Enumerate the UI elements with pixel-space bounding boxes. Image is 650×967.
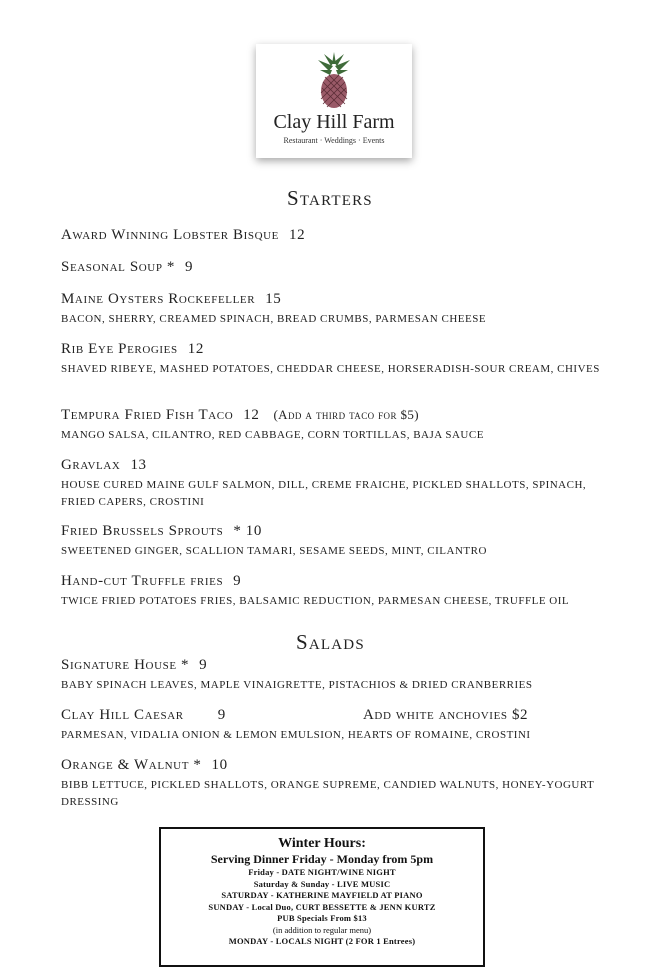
item-price: 9 (185, 259, 194, 275)
item-note: (Add a third taco for $5) (273, 407, 420, 422)
item-price: 13 (130, 457, 147, 473)
item-description: PARMESAN, VIDALIA ONION & LEMON EMULSION, HEARTS OF ROMAINE, CROSTINI (61, 729, 531, 741)
item-addon: Add white anchovies $2 (363, 707, 529, 723)
item-price: 12 (187, 341, 204, 357)
item-name: Signature House * (61, 657, 190, 673)
hours-line: SATURDAY - KATHERINE MAYFIELD AT PIANO (221, 890, 423, 900)
hours-line: Friday - DATE NIGHT/WINE NIGHT (248, 867, 396, 877)
item-description: TWICE FRIED POTATOES FRIES, BALSAMIC REDUCTION, PARMESAN CHEESE, TRUFFLE OIL (61, 595, 570, 607)
pineapple-icon (314, 50, 354, 110)
item-price: 10 (211, 757, 228, 773)
starters-heading: Starters (287, 186, 373, 210)
restaurant-tagline: Restaurant · Weddings · Events (283, 136, 385, 145)
menu-item (61, 523, 262, 540)
hours-line: PUB Specials From $13 (277, 913, 367, 923)
restaurant-name: Clay Hill Farm (273, 111, 395, 133)
hours-title: Winter Hours: (278, 836, 366, 851)
menu-item (61, 259, 193, 276)
item-price: 15 (265, 291, 282, 307)
menu-item (61, 291, 281, 308)
item-name: Maine Oysters Rockefeller (61, 291, 256, 307)
item-name: Gravlax (61, 457, 121, 473)
item-name: Hand-cut Truffle fries (61, 573, 224, 589)
menu-item (61, 757, 228, 774)
item-description: BABY SPINACH LEAVES, MAPLE VINAIGRETTE, PISTACHIOS & DRIED CRANBERRIES (61, 679, 533, 691)
menu-item (61, 341, 204, 358)
menu-item (61, 573, 241, 590)
item-price: 9 (199, 657, 208, 673)
item-name: Clay Hill Caesar (61, 707, 184, 723)
hours-line: Saturday & Sunday - LIVE MUSIC (253, 878, 391, 889)
winter-hours-box (159, 827, 485, 967)
salads-heading: Salads (296, 630, 365, 654)
item-name: Rib Eye Perogies (61, 341, 178, 357)
menu-item (61, 707, 529, 724)
hours-line: SUNDAY - Local Duo, CURT BESSETTE & JENN KURTZ (208, 901, 436, 912)
item-description: BIBB LETTUCE, PICKLED SHALLOTS, ORANGE SUPREME, CANDIED WALNUTS, HONEY-YOGURT DRESSING (61, 779, 595, 808)
item-price: 12 (243, 407, 260, 423)
menu-item (61, 227, 305, 244)
item-price: 9 (217, 707, 226, 723)
item-name: Seasonal Soup * (61, 259, 176, 275)
menu-item (61, 407, 419, 424)
item-name: Orange & Walnut * (61, 757, 202, 773)
hours-line: MONDAY - LOCALS NIGHT (2 FOR 1 Entrees) (228, 936, 416, 946)
menu-item (61, 457, 147, 474)
hours-line: (in addition to regular menu) (272, 924, 372, 935)
item-name: Award Winning Lobster Bisque (61, 227, 279, 243)
item-name: Tempura Fried Fish Taco (61, 407, 234, 423)
item-price: 12 (289, 227, 306, 243)
item-price: 9 (233, 573, 242, 589)
item-description: MANGO SALSA, CILANTRO, RED CABBAGE, CORN TORTILLAS, BAJA SAUCE (61, 429, 484, 441)
logo-card (256, 44, 412, 158)
item-description: BACON, SHERRY, CREAMED SPINACH, BREAD CRUMBS, PARMESAN CHEESE (61, 313, 487, 325)
hours-subtitle: Serving Dinner Friday - Monday from 5pm (210, 852, 434, 866)
item-description: SHAVED RIBEYE, MASHED POTATOES, CHEDDAR CHEESE, HORSERADISH-SOUR CREAM, CHIVES (61, 363, 600, 375)
item-price: * 10 (233, 523, 262, 539)
item-name: Fried Brussels Sprouts (61, 523, 224, 539)
item-description: SWEETENED GINGER, SCALLION TAMARI, SESAME SEEDS, MINT, CILANTRO (61, 545, 487, 557)
item-description: HOUSE CURED MAINE GULF SALMON, DILL, CREME FRAICHE, PICKLED SHALLOTS, SPINACH, FRIED CAPERS, CROSTINI (61, 479, 587, 508)
menu-item (61, 657, 207, 674)
